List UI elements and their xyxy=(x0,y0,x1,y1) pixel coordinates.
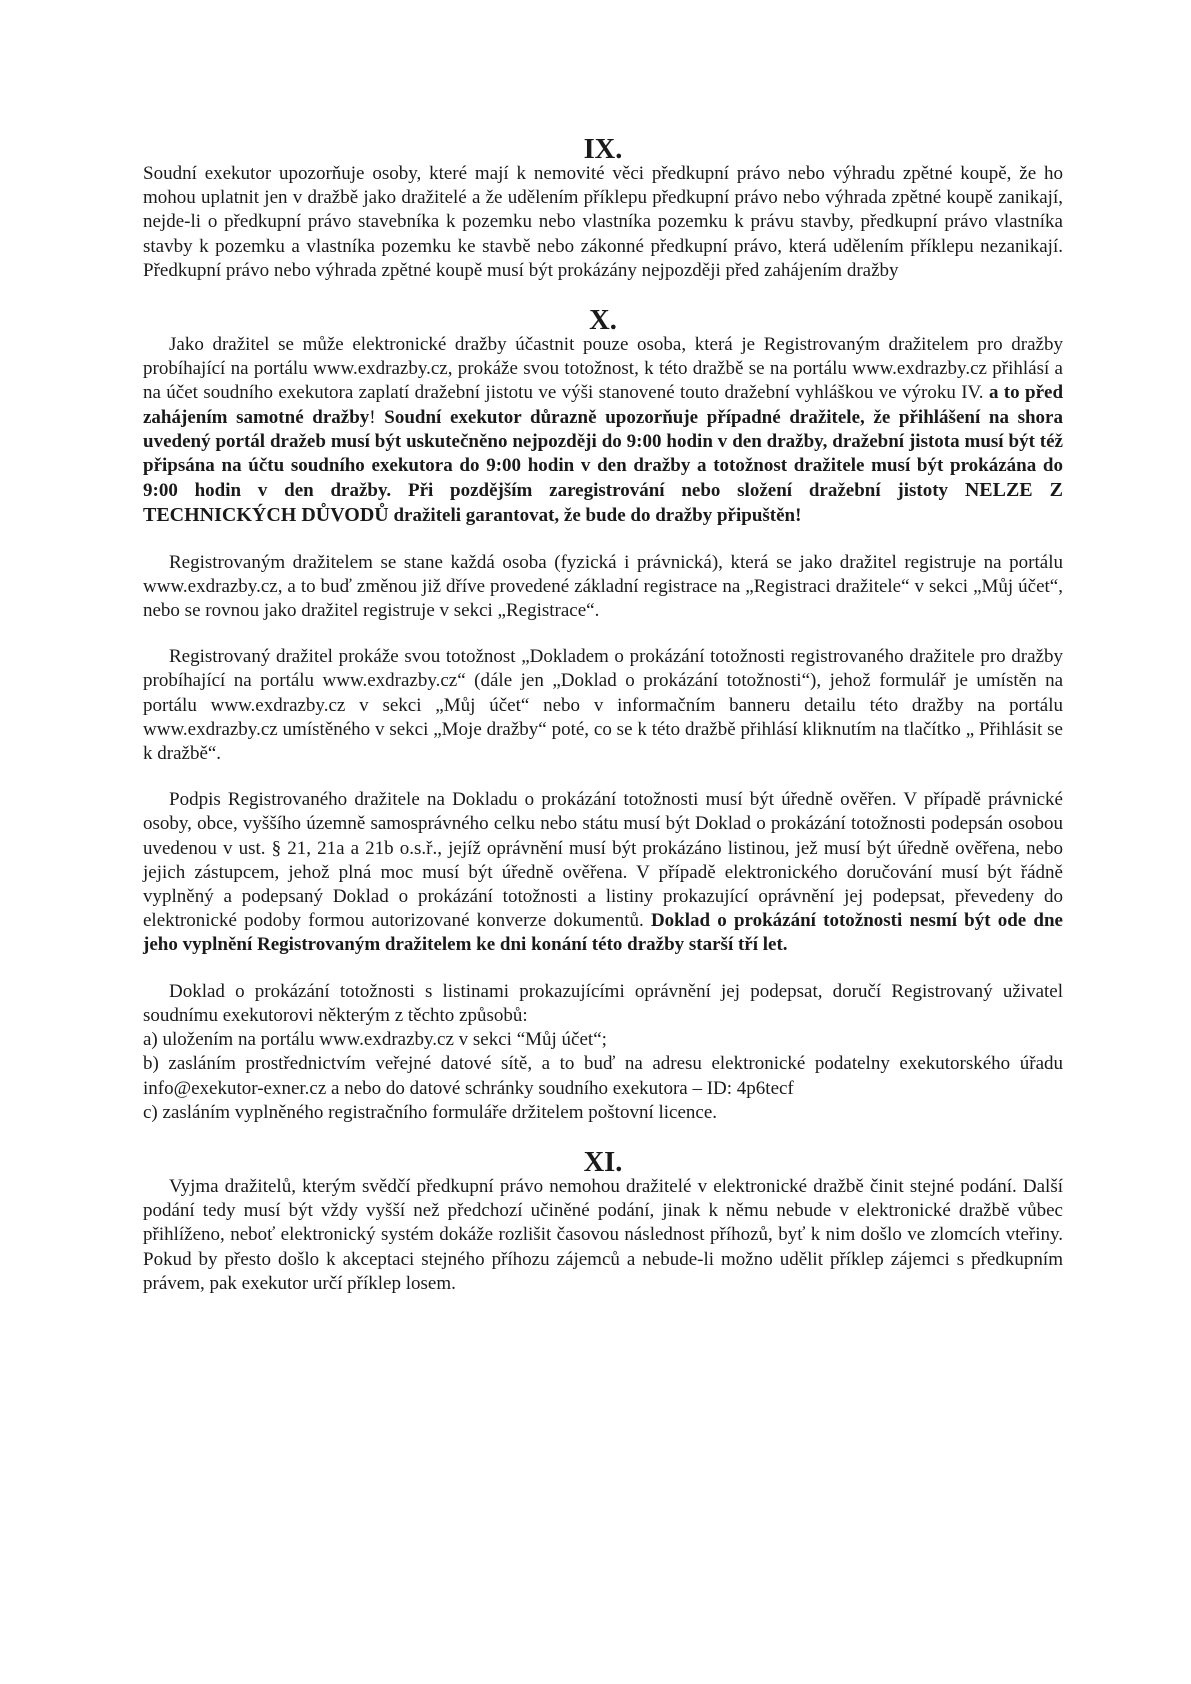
section-x-paragraph-2: Registrovaným dražitelem se stane každá osoba (fyzická i právnická), která se jako dražitel registruje na portálu www.exdrazby.cz, a to buď změnou již dříve provedené základní registrace na „Registraci dražitele“ v sekci „Můj účet“, nebo se rovnou jako dražitel registruje v sekci „Registrace“. xyxy=(143,551,1063,622)
section-x-paragraph-5: Doklad o prokázání totožnosti s listinami prokazujícími oprávnění jej podepsat, doručí Registrovaný uživatel soudnímu exekutorovi některým z těchto způsobů: xyxy=(143,980,1063,1026)
text-run: ! xyxy=(369,406,376,428)
section-heading-ix: IX. xyxy=(583,134,623,165)
section-x-paragraph-1 xyxy=(143,333,1063,529)
section-heading-xi: XI. xyxy=(583,1146,623,1178)
bold-warning-end: dražiteli garantovat, že bude do dražby připuštěn! xyxy=(393,505,802,527)
section-x-paragraph-4 xyxy=(143,788,1063,957)
text-run: Podpis Registrovaného dražitele na Dokladu o prokázání totožnosti musí být úředně ověřen. V případě právnické osoby, obce, vyššího územně samosprávného celku nebo státu musí být Doklad o prokázání totožnosti podepsán osobou uvedenou v ust. § 21, 21a a 21b o.s.ř., jejíž oprávnění musí být prokázáno listinou, jež musí být úředně ověřena, nebo jejich zástupcem, jehož plná moc musí být úředně ověřena. V případě elektronického doručování musí být řádně vyplněný a podepsaný Doklad o prokázání totožnosti a listiny prokazující oprávnění jej podepsat, převedeny do elektronické podoby formou autorizované konverze dokumentů. xyxy=(143,789,1063,932)
text-run: Jako dražitel se může elektronické dražby účastnit pouze osoba, která je Registrovaným dražitelem pro dražby probíhající na portálu www.exdrazby.cz, prokáže svou totožnost, k této dražbě se na portálu www.exdrazby.cz přihlásí a na účet soudního exekutora zaplatí dražební jistotu ve výši stanovené touto dražební vyhláškou ve výroku IV. xyxy=(143,334,1063,404)
bold-text-run: Doklad o prokázání totožnosti nesmí být ode dne jeho vyplnění Registrovaným dražitelem ke dni konání této dražby starší tří let. xyxy=(143,910,1063,956)
section-heading-x: X. xyxy=(589,305,617,337)
section-x-paragraph-3: Registrovaný dražitel prokáže svou totožnost „Dokladem o prokázání totožnosti registrovaného dražitele pro dražby probíhající na portálu www.exdrazby.cz“ (dále jen „Doklad o prokázání totožnosti“), jehož formulář je umístěn na portálu www.exdrazby.cz v sekci „Můj účet“ nebo v informačním banneru detailu této dražby na portálu www.exdrazby.cz umístěného v sekci „Moje dražby“ poté, co se k této dražbě přihlásí kliknutím na tlačítko „ Přihlásit se k dražbě“. xyxy=(143,646,1063,765)
section-ix-paragraph: Soudní exekutor upozorňuje osoby, které mají k nemovité věci předkupní právo nebo výhradu zpětné koupě, že ho mohou uplatnit jen v dražbě jako dražitelé a že udělením příklepu předkupní právo nebo výhrada zpětné koupě zanikají, nejde-li o předkupní právo stavebníka k pozemku nebo vlastníka pozemku k právu stavby, předkupní právo vlastníka stavby k pozemku a vlastníka pozemku ke stavbě nebo zákonné předkupní právo, která udělením příklepu nezanikají. Předkupní právo nebo výhrada zpětné koupě musí být prokázány nejpozději před zahájením dražby xyxy=(143,163,1063,281)
bold-warning-text: Soudní exekutor důrazně upozorňuje případné dražitele, že přihlášení na shora uvedený portál dražeb musí být uskutečněno nejpozději do 9:00 hodin v den dražby, dražební jistota musí být též připsána na účtu soudního exekutora do 9:00 hodin v den dražby a totožnost dražitele musí být prokázána do 9:00 hodin v den dražby. Při pozdějším zaregistrování nebo složení dražební jistoty xyxy=(143,406,1063,502)
section-xi-paragraph: Vyjma dražitelů, kterým svědčí předkupní právo nemohou dražitelé v elektronické dražbě činit stejné podání. Další podání tedy musí být vždy vyšší než předchozí učiněné podání, jinak k němu nebude v elektronické dražbě vůbec přihlíženo, neboť elektronický systém dokáže rozlišit časovou následnost příhozů, byť k nim došlo ve zlomcích vteřiny. Pokud by přesto došlo k akceptaci stejného příhozu zájemců a nebude-li možno udělit příklep zájemci s předkupním právem, pak exekutor určí příklep losem. xyxy=(143,1175,1063,1294)
bold-text-run: a to před zahájením samotné dražby xyxy=(143,382,1064,428)
delivery-option-a: a) uložením na portálu www.exdrazby.cz v sekci “Můj účet“; xyxy=(143,1029,607,1051)
delivery-option-c: c) zasláním vyplněného registračního formuláře držitelem poštovní licence. xyxy=(143,1101,718,1123)
bold-caps-warning: NELZE Z TECHNICKÝCH DŮVODŮ xyxy=(143,479,1063,527)
delivery-option-b: b) zasláním prostřednictvím veřejné datové sítě, a to buď na adresu elektronické podatelny exekutorského úřadu info@exekutor-exner.cz a nebo do datové schránky soudního exekutora – ID: 4p6tecf xyxy=(143,1053,1063,1099)
document-page xyxy=(143,134,1064,1296)
